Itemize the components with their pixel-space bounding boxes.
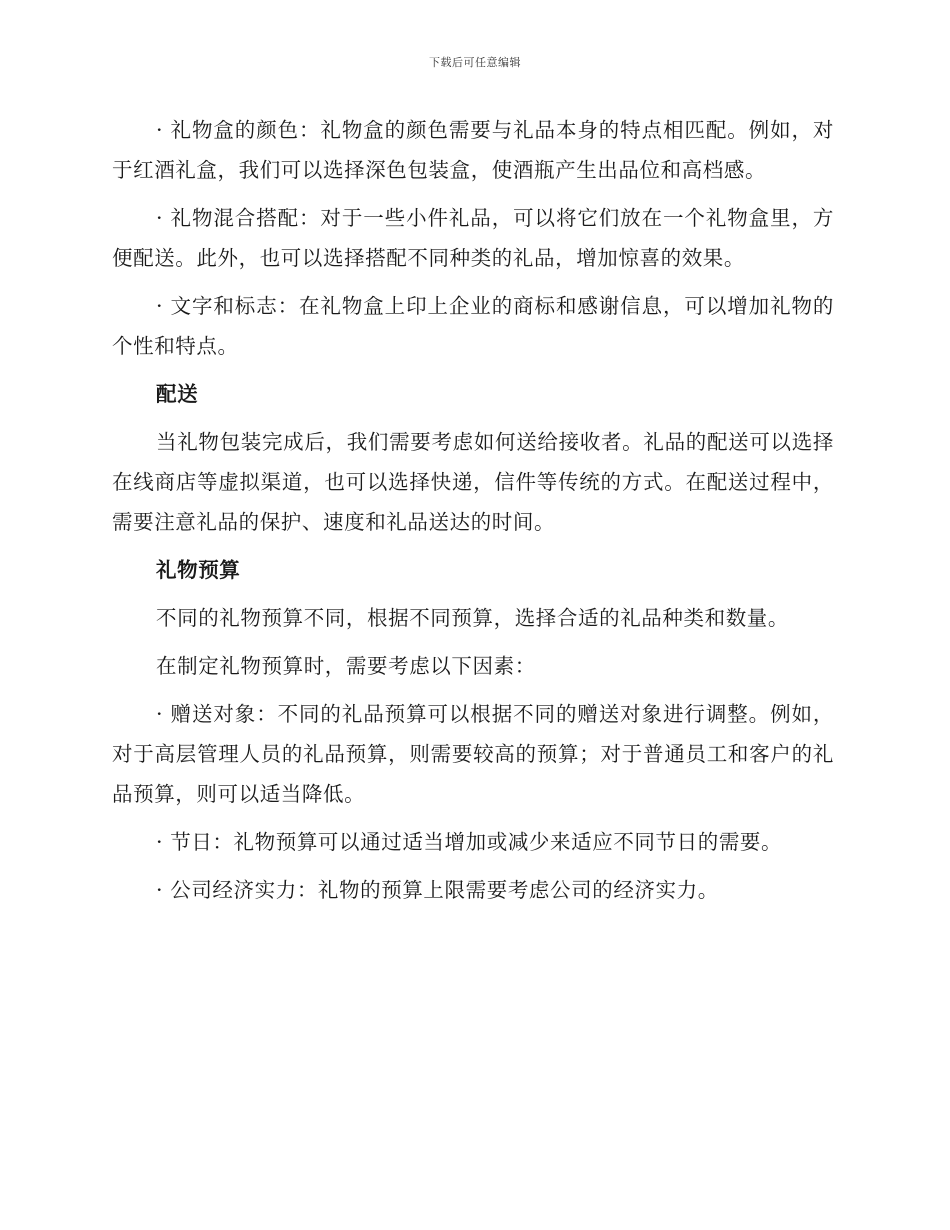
paragraph-holiday: · 节日：礼物预算可以通过适当增加或减少来适应不同节日的需要。 bbox=[156, 830, 783, 854]
paragraph-company-strength: · 公司经济实力：礼物的预算上限需要考虑公司的经济实力。 bbox=[156, 878, 719, 902]
header-note: 下载后可任意编辑 bbox=[429, 56, 521, 69]
document-body bbox=[112, 110, 834, 918]
paragraph-delivery: 当礼物包装完成后，我们需要考虑如何送给接收者。礼品的配送可以选择在线商店等虚拟渠道，也可以选择快递，信件等传统的方式。在配送过程中，需要注意礼品的保护、速度和礼品送达的时间。 bbox=[112, 430, 834, 534]
heading-gift-budget: 礼物预算 bbox=[156, 558, 241, 582]
paragraph-recipient: · 赠送对象：不同的礼品预算可以根据不同的赠送对象进行调整。例如，对于高层管理人员的礼品预算，则需要较高的预算；对于普通员工和客户的礼品预算，则可以适当降低。 bbox=[112, 702, 834, 806]
paragraph-gift-box-color: · 礼物盒的颜色：礼物盒的颜色需要与礼品本身的特点相匹配。例如，对于红酒礼盒，我们可以选择深色包装盒，使酒瓶产生出品位和高档感。 bbox=[112, 118, 834, 182]
heading-delivery: 配送 bbox=[156, 382, 199, 406]
paragraph-gift-mix-match: · 礼物混合搭配：对于一些小件礼品，可以将它们放在一个礼物盒里，方便配送。此外，也可以选择搭配不同种类的礼品，增加惊喜的效果。 bbox=[112, 206, 834, 270]
paragraph-budget-intro: 不同的礼物预算不同，根据不同预算，选择合适的礼品种类和数量。 bbox=[156, 606, 789, 630]
paragraph-text-and-logo: · 文字和标志：在礼物盒上印上企业的商标和感谢信息，可以增加礼物的个性和特点。 bbox=[112, 294, 834, 358]
paragraph-budget-factors: 在制定礼物预算时，需要考虑以下因素： bbox=[156, 654, 536, 678]
